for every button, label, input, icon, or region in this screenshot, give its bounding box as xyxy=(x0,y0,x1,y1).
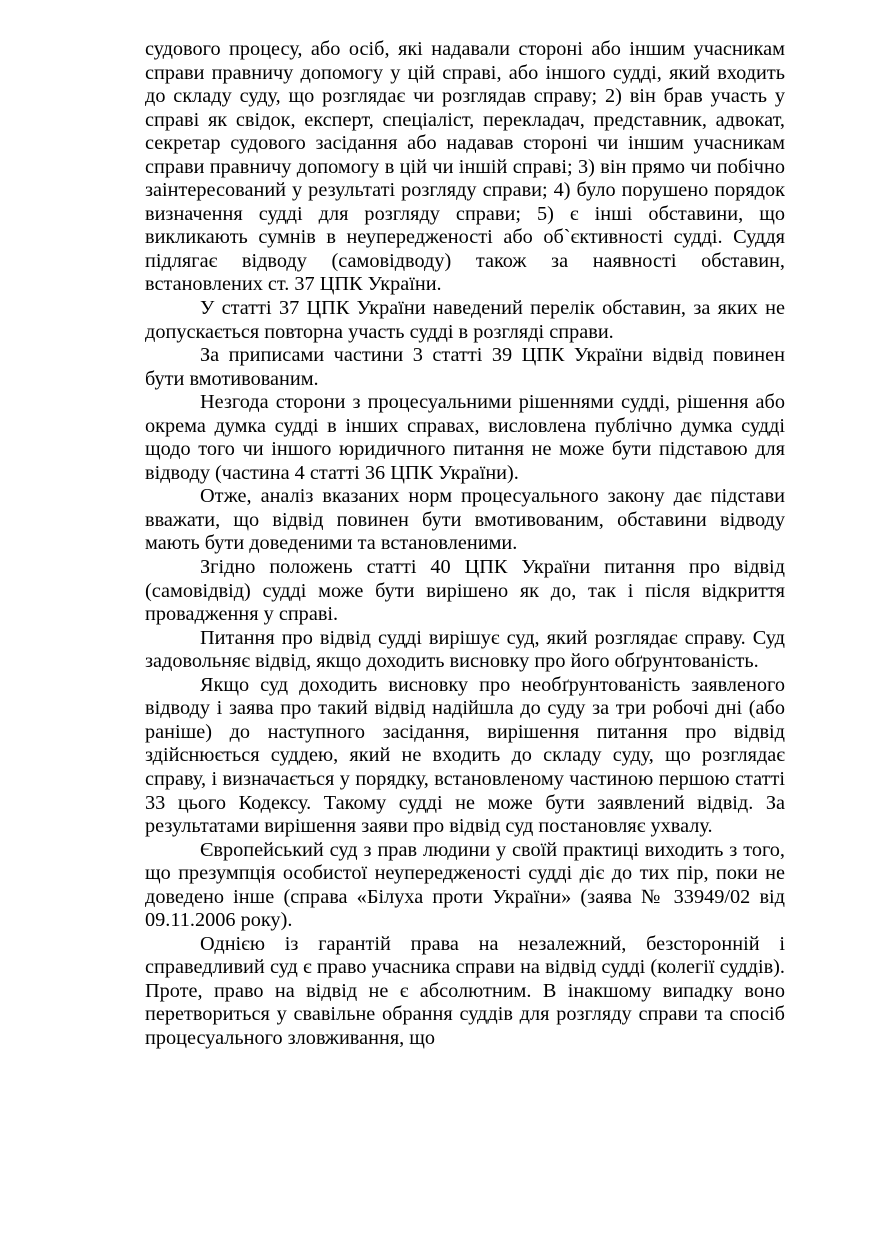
document-body xyxy=(145,38,785,1051)
paragraph: Отже, аналіз вказаних норм процесуального закону дає підстави вважати, що відвід повинен бути вмотивованим, обставини відводу мають бути доведеними та встановленими. xyxy=(145,485,785,555)
paragraph: Згідно положень статті 40 ЦПК України питання про відвід (самовідвід) судді може бути вирішено як до, так і після відкриття провадження у справі. xyxy=(145,556,785,626)
paragraph-continuation: судового процесу, або осіб, які надавали стороні або іншим учасникам справи правничу допомогу у цій справі, або іншого судді, який входить до складу суду, що розглядає чи розглядав справу; 2) він брав участь у справі як свідок, експерт, спеціаліст, перекладач, представник, адвокат, секретар судового засідання або надавав стороні чи іншим учасникам справи правничу допомогу в цій чи іншій справі; 3) він прямо чи побічно заінтересований у результаті розгляду справи; 4) було порушено порядок визначення судді для розгляду справи; 5) є інші обставини, що викликають сумнів в неупередженості або об`єктивності судді. Суддя підлягає відводу (самовідводу) також за наявності обставин, встановлених ст. 37 ЦПК України. xyxy=(145,38,785,296)
paragraph: Питання про відвід судді вирішує суд, який розглядає справу. Суд задовольняє відвід, якщо доходить висновку про його обґрунтованість. xyxy=(145,626,785,673)
paragraph: Якщо суд доходить висновку про необґрунтованість заявленого відводу і заява про такий відвід надійшла до суду за три робочі дні (або раніше) до наступного засідання, вирішення питання про відвід здійснюється суддею, який не входить до складу суду, що розглядає справу, і визначається у порядку, встановленому частиною першою статті 33 цього Кодексу. Такому судді не може бути заявлений відвід. За результатами вирішення заяви про відвід суд постановляє ухвалу. xyxy=(145,673,785,838)
paragraph: У статті 37 ЦПК України наведений перелік обставин, за яких не допускається повторна участь судді в розгляді справи. xyxy=(145,297,785,343)
paragraph: Європейський суд з прав людини у своїй практиці виходить з того, що презумпція особистої неупередженості судді діє до тих пір, поки не доведено інше (справа «Білуха проти України» (заява № 33949/02 від 09.11.2006 року). xyxy=(145,838,785,932)
paragraph: Однією із гарантій права на незалежний, безсторонній і справедливий суд є право учасника справи на відвід судді (колегії суддів). Проте, право на відвід не є абсолютним. В інакшому випадку воно перетвориться у свавільне обрання суддів для розгляду справи та спосіб процесуального зловживання, що xyxy=(145,932,785,1049)
paragraph: За приписами частини 3 статті 39 ЦПК України відвід повинен бути вмотивованим. xyxy=(145,344,785,390)
paragraph: Незгода сторони з процесуальними рішеннями судді, рішення або окрема думка судді в інших справах, висловлена публічно думка судді щодо того чи іншого юридичного питання не може бути підставою для відводу (частина 4 статті 36 ЦПК України). xyxy=(145,391,785,484)
